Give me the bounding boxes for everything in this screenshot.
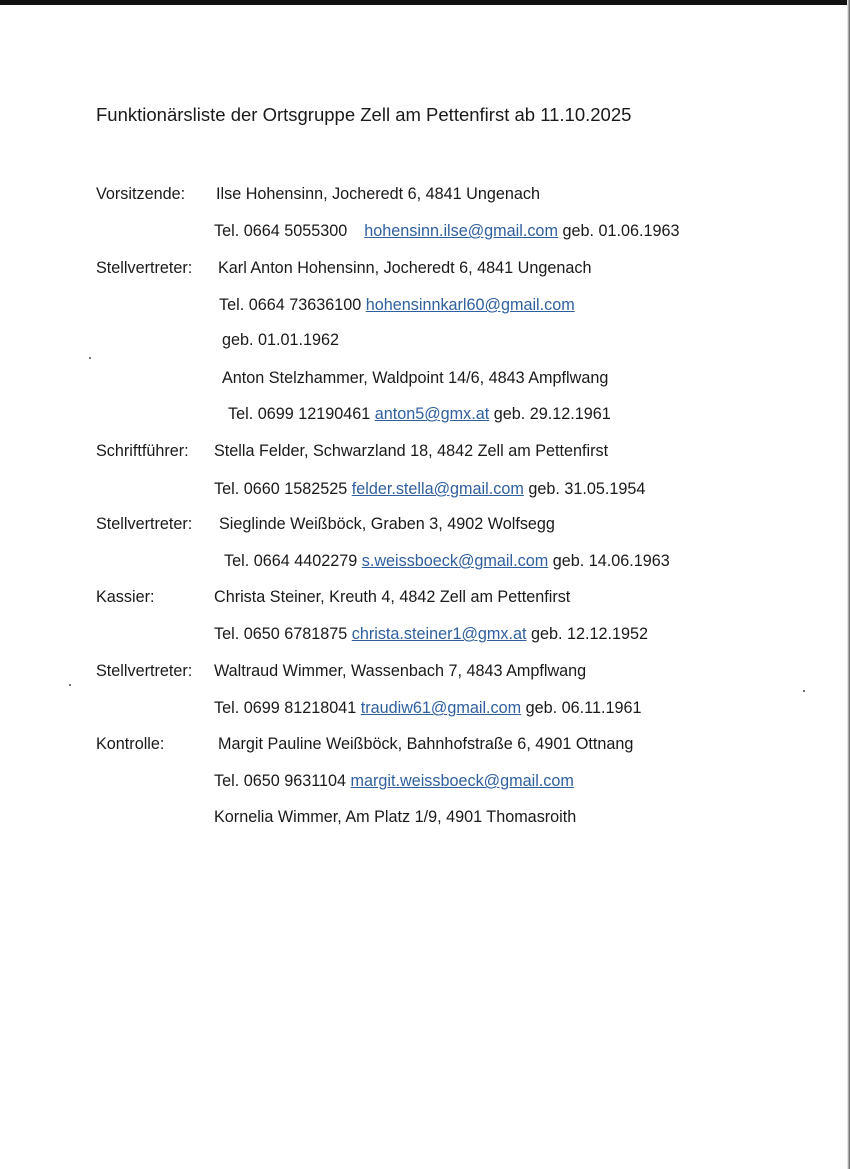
entry-contact-line (228, 404, 611, 424)
entry-contact-line (224, 551, 670, 571)
birth-date: 29.12.1961 (529, 405, 611, 423)
tel-label: Tel. (214, 772, 240, 790)
role-label-deputy: Stellvertreter: (96, 259, 193, 277)
role-label-chair: Vorsitzende: (96, 185, 186, 203)
birth-label: geb. (552, 552, 585, 570)
role-label-secretary: Schriftführer: (96, 442, 189, 460)
role-label-deputy: Stellvertreter: (96, 662, 193, 680)
role-label-treasurer: Kassier: (96, 588, 155, 606)
entry-name-address: Christa Steiner, Kreuth 4, 4842 Zell am Pettenfirst (214, 588, 571, 606)
scan-speck (803, 690, 805, 692)
entry-contact-line (214, 479, 645, 499)
entry-name-address: Anton Stelzhammer, Waldpoint 14/6, 4843 Ampflwang (222, 369, 609, 387)
entry-contact-line (214, 624, 648, 644)
birth-label: geb. (562, 222, 594, 240)
entry-contact-line (219, 295, 575, 315)
email-link[interactable]: traudiw61@gmail.com (360, 699, 522, 717)
tel-label: Tel. (219, 296, 245, 314)
birth-label: geb. (493, 405, 526, 423)
birth-date: 01.01.1962 (258, 331, 340, 349)
phone-number: 0660 1582525 (243, 480, 348, 498)
phone-number: 0664 4402279 (253, 552, 358, 570)
birth-date: 12.12.1952 (567, 625, 649, 643)
entry-name-address: Waltraud Wimmer, Wassenbach 7, 4843 Ampflwang (214, 662, 587, 680)
tel-label: Tel. (214, 222, 240, 240)
phone-number: 0650 9631104 (243, 772, 347, 790)
entry-name-address: Ilse Hohensinn, Jocheredt 6, 4841 Ungenach (216, 185, 540, 203)
entry-name-address: Stella Felder, Schwarzland 18, 4842 Zell am Pettenfirst (214, 442, 609, 460)
birth-date: 14.06.1963 (588, 552, 670, 570)
entry-contact-line (214, 221, 679, 241)
entry-name-address: Sieglinde Weißböck, Graben 3, 4902 Wolfsegg (219, 515, 555, 533)
role-label-deputy: Stellvertreter: (96, 515, 193, 533)
scan-speck (69, 684, 71, 686)
email-link[interactable]: hohensinn.ilse@gmail.com (364, 222, 558, 240)
entry-birth-line (222, 330, 339, 350)
tel-label: Tel. (228, 405, 254, 423)
email-link[interactable]: felder.stella@gmail.com (351, 480, 524, 498)
entry-name-address: Kornelia Wimmer, Am Platz 1/9, 4901 Thomasroith (214, 808, 577, 826)
scan-edge-top (0, 0, 850, 5)
phone-number: 0664 73636100 (248, 296, 362, 314)
scan-speck (89, 357, 91, 359)
phone-number: 0699 81218041 (243, 699, 357, 717)
phone-number: 0664 5055300 (243, 222, 348, 240)
email-link[interactable]: anton5@gmx.at (374, 405, 490, 423)
phone-number: 0650 6781875 (243, 625, 348, 643)
birth-date: 06.11.1961 (561, 699, 642, 717)
entry-contact-line (214, 771, 574, 791)
tel-label: Tel. (214, 480, 240, 498)
tel-label: Tel. (214, 699, 240, 717)
email-link[interactable]: s.weissboeck@gmail.com (361, 552, 549, 570)
role-label-auditor: Kontrolle: (96, 735, 165, 753)
email-link[interactable]: margit.weissboeck@gmail.com (350, 772, 574, 790)
birth-date: 01.06.1963 (598, 222, 680, 240)
birth-label: geb. (531, 625, 563, 643)
page-title: Funktionärsliste der Ortsgruppe Zell am Pettenfirst ab 11.10.2025 (96, 104, 632, 125)
entry-contact-line (214, 698, 641, 718)
email-link[interactable]: christa.steiner1@gmx.at (351, 625, 527, 643)
birth-label: geb. (528, 480, 560, 498)
entry-name-address: Karl Anton Hohensinn, Jocheredt 6, 4841 Ungenach (218, 259, 592, 277)
birth-date: 31.05.1954 (564, 480, 646, 498)
birth-label: geb. (525, 699, 558, 717)
entry-name-address: Margit Pauline Weißböck, Bahnhofstraße 6, 4901 Ottnang (218, 735, 634, 753)
phone-number: 0699 12190461 (257, 405, 371, 423)
email-link[interactable]: hohensinnkarl60@gmail.com (365, 296, 575, 314)
tel-label: Tel. (214, 625, 240, 643)
birth-label: geb. (222, 331, 254, 349)
tel-label: Tel. (224, 552, 250, 570)
